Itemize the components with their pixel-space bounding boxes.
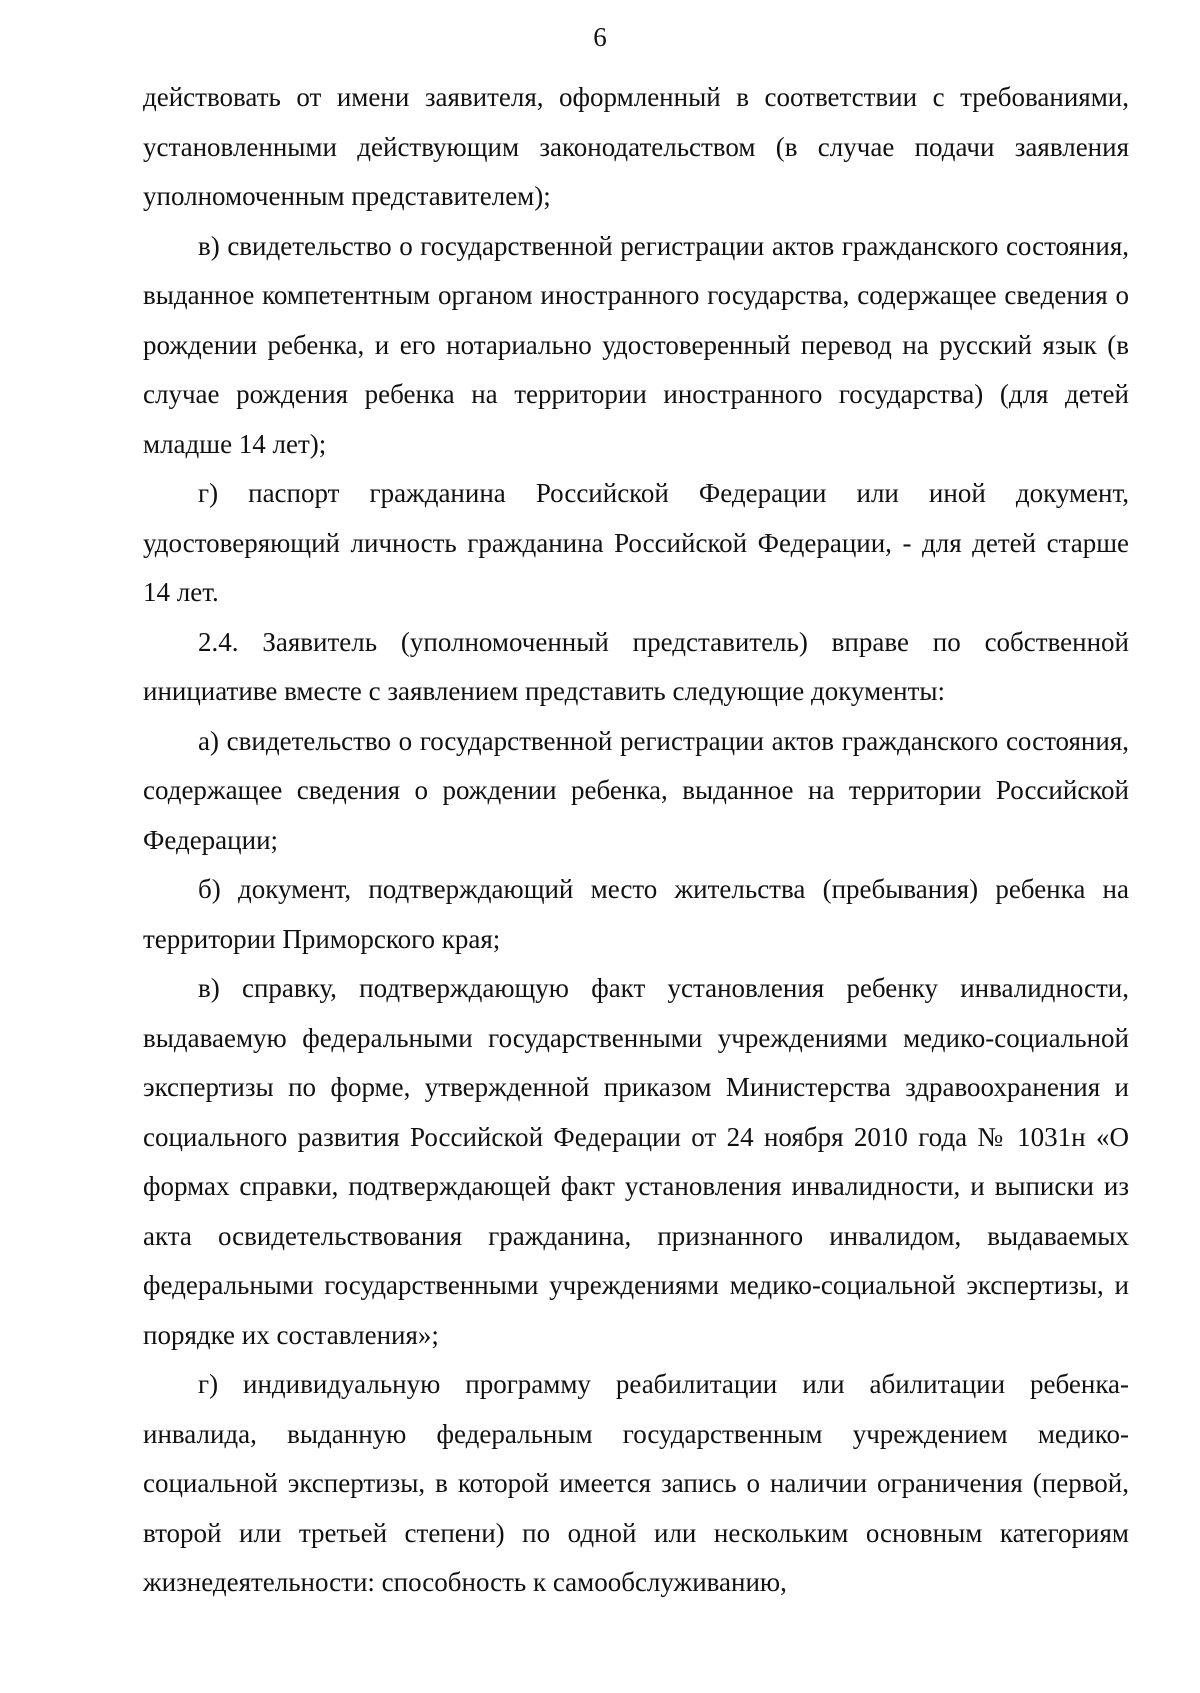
paragraph-continuation: действовать от имени заявителя, оформленный в соответствии с требованиями, установленными действующим законодательством (в случае подачи заявления уполномоченным представителем); xyxy=(143,82,1129,211)
paragraph-item-a-birth-certificate: а) свидетельство о государственной регистрации актов гражданского состояния, содержащее сведения о рождении ребенка, выданное на территории Российской Федерации; xyxy=(143,725,1129,855)
paragraph-section-2-4: 2.4. Заявитель (уполномоченный представитель) вправе по собственной инициативе вместе с заявлением представить следующие документы: xyxy=(143,626,1129,706)
paragraph-item-v-disability-certificate: в) справку, подтверждающую факт установления ребенку инвалидности, выдаваемую федеральными государственными учреждениями медико-социальной экспертизы по форме, утвержденной приказом Министерства здравоохранения и социального развития Российской Федерации от 24 ноября 2010 года № 1031н «О формах справки, подтверждающей факт установления инвалидности, и выписки из акта освидетельствования гражданина, признанного инвалидом, выдаваемых федеральными государственными учреждениями медико-социальной экспертизы, и порядке их составления»; xyxy=(143,973,1129,1350)
paragraph-item-g-passport: г) паспорт гражданина Российской Федерации или иной документ, удостоверяющий личность гражданина Российской Федерации, - для детей старше 14 лет. xyxy=(143,478,1129,607)
page-number: 6 xyxy=(593,22,607,52)
paragraph-item-b-residence-document: б) документ, подтверждающий место жительства (пребывания) ребенка на территории Приморского края; xyxy=(143,874,1129,954)
paragraph-item-g-rehabilitation-program: г) индивидуальную программу реабилитации или абилитации ребенка-инвалида, выданную федеральным государственным учреждением медико-социальной экспертизы, в которой имеется запись о наличии ограничения (первой, второй или третьей степени) по одной или нескольким основным категориям жизнедеятельности: способность к самообслуживанию, xyxy=(143,1369,1129,1597)
document-body xyxy=(143,73,1129,1608)
paragraph-item-v-birth-certificate-foreign: в) свидетельство о государственной регистрации актов гражданского состояния, выданное компетентным органом иностранного государства, содержащее сведения о рождении ребенка, и его нотариально удостоверенный перевод на русский язык (в случае рождения ребенка на территории иностранного государства) (для детей младше 14 лет); xyxy=(143,230,1129,459)
